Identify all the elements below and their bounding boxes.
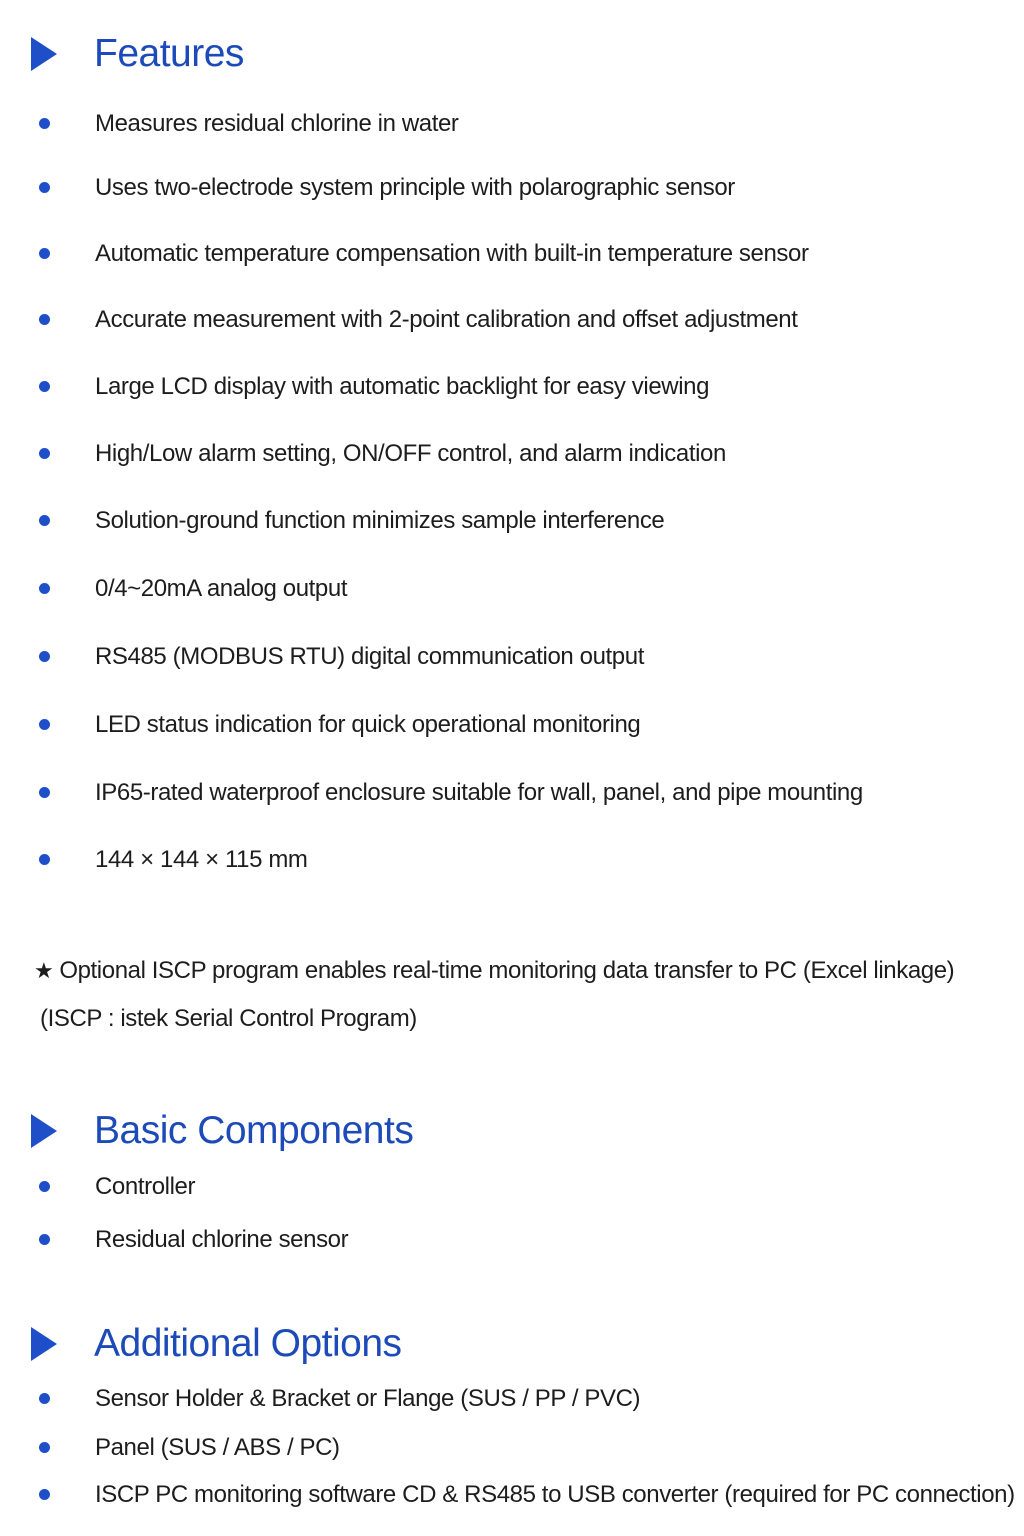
list-item [0, 1430, 1024, 1466]
list-item-text: IP65-rated waterproof enclosure suitable for wall, panel, and pipe mounting [95, 779, 863, 806]
list-item-text: RS485 (MODBUS RTU) digital communication output [95, 643, 644, 670]
section-heading-additional-options [0, 1321, 1024, 1369]
bullet-dot-icon [39, 854, 50, 865]
bullet-dot-icon [39, 1181, 50, 1192]
list-item-text: Accurate measurement with 2-point calibration and offset adjustment [95, 306, 798, 333]
list-item-text: Automatic temperature compensation with built-in temperature sensor [95, 240, 809, 267]
section-heading-features [0, 31, 1024, 79]
list-item-text: High/Low alarm setting, ON/OFF control, and alarm indication [95, 440, 726, 467]
bullet-dot-icon [39, 1393, 50, 1404]
section-heading-basic-components [0, 1108, 1024, 1156]
list-item [0, 639, 1024, 675]
bullet-dot-icon [39, 448, 50, 459]
list-item-text: Solution-ground function minimizes sample interference [95, 507, 665, 534]
list-item [0, 1222, 1024, 1258]
bullet-dot-icon [39, 583, 50, 594]
bullet-dot-icon [39, 314, 50, 325]
list-item [0, 436, 1024, 472]
list-item-text: ISCP PC monitoring software CD & RS485 to USB converter (required for PC connection) [95, 1481, 1015, 1508]
bullet-dot-icon [39, 248, 50, 259]
section-title: Features [94, 32, 244, 75]
bullet-dot-icon [39, 1234, 50, 1245]
bullet-dot-icon [39, 118, 50, 129]
bullet-dot-icon [39, 182, 50, 193]
list-item-text: 0/4~20mA analog output [95, 575, 348, 602]
list-item-text: LED status indication for quick operational monitoring [95, 711, 641, 738]
list-item [0, 503, 1024, 539]
note-line-2 [40, 1001, 417, 1037]
bullet-dot-icon [39, 515, 50, 526]
list-item [0, 170, 1024, 206]
list-item [0, 302, 1024, 338]
bullet-dot-icon [39, 719, 50, 730]
section-title: Additional Options [94, 1322, 402, 1365]
triangle-right-icon [31, 1327, 57, 1361]
list-item-text: Controller [95, 1173, 196, 1200]
list-item [0, 236, 1024, 272]
list-item [0, 106, 1024, 142]
list-item [0, 369, 1024, 405]
list-item [0, 1477, 1024, 1513]
note-text: (ISCP : istek Serial Control Program) [40, 1005, 417, 1032]
bullet-dot-icon [39, 381, 50, 392]
list-item [0, 842, 1024, 878]
list-item [0, 1381, 1024, 1417]
list-item-text: 144 × 144 × 115 mm [95, 846, 308, 873]
triangle-right-icon [31, 37, 57, 71]
bullet-dot-icon [39, 1442, 50, 1453]
list-item-text: Sensor Holder & Bracket or Flange (SUS / PP / PVC) [95, 1385, 641, 1412]
list-item [0, 1169, 1024, 1205]
note-line-1 [34, 953, 954, 990]
section-title: Basic Components [94, 1109, 414, 1152]
list-item-text: Residual chlorine sensor [95, 1226, 349, 1253]
list-item-text: Large LCD display with automatic backlight for easy viewing [95, 373, 710, 400]
bullet-dot-icon [39, 1489, 50, 1500]
triangle-right-icon [31, 1114, 57, 1148]
list-item [0, 707, 1024, 743]
note-text: Optional ISCP program enables real-time monitoring data transfer to PC (Excel linkage) [59, 957, 955, 984]
list-item [0, 775, 1024, 811]
star-icon: ★ [34, 959, 54, 984]
list-item-text: Uses two-electrode system principle with polarographic sensor [95, 174, 735, 201]
bullet-dot-icon [39, 651, 50, 662]
bullet-dot-icon [39, 787, 50, 798]
list-item [0, 571, 1024, 607]
list-item-text: Panel (SUS / ABS / PC) [95, 1434, 340, 1461]
list-item-text: Measures residual chlorine in water [95, 110, 459, 137]
